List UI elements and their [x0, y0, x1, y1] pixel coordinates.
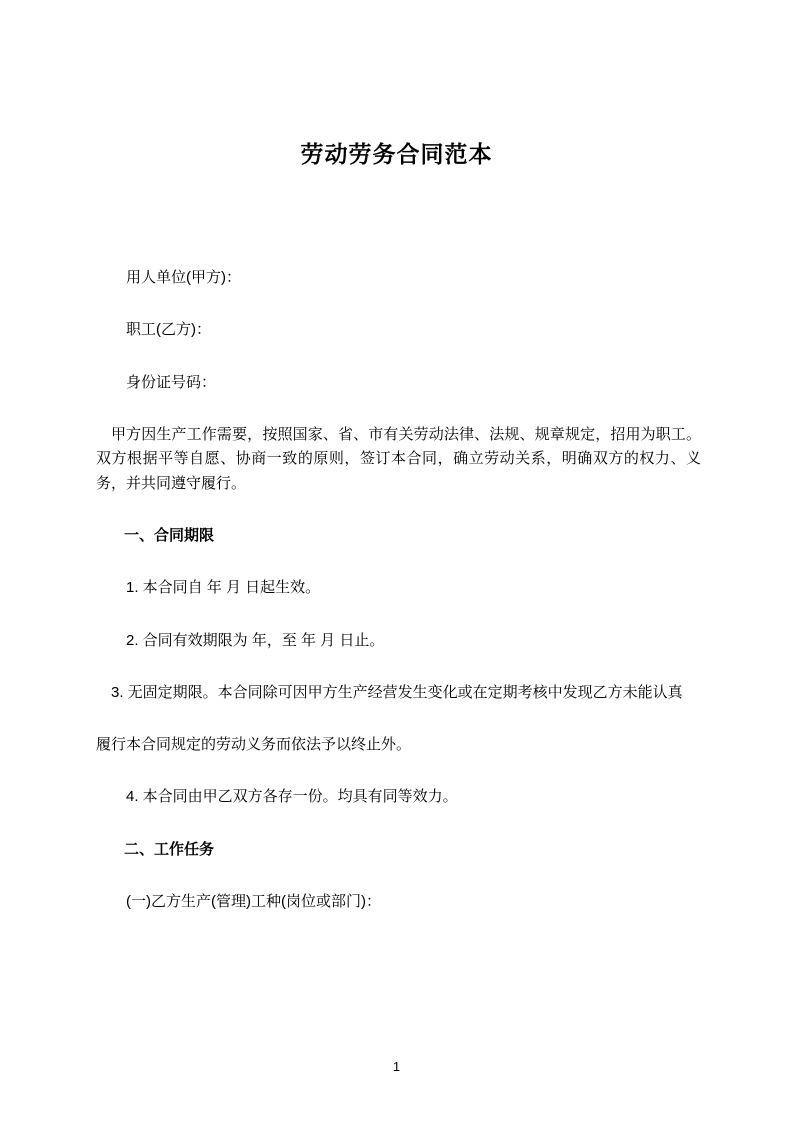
- clause-1-1: 1. 本合同自 年 月 日起生效。: [126, 579, 321, 597]
- paragraph-employer: 用人单位(甲方)：: [126, 269, 241, 287]
- document-body: [0, 266, 793, 914]
- clause-1-3: 3. 无固定期限。本合同除可因甲方生产经营发生变化或在定期考核中发现乙方未能认真: [111, 683, 683, 701]
- clause-1-4: 4. 本合同由甲乙双方各存一份。均具有同等效力。: [126, 788, 458, 806]
- paragraph-id-number: 身份证号码：: [126, 373, 217, 391]
- heading-section-two: 二、工作任务: [124, 840, 215, 858]
- page-number: 1: [392, 1059, 401, 1074]
- clause-2-1: (一)乙方生产(管理)工种(岗位或部门)：: [126, 893, 381, 911]
- heading-section-one: 一、合同期限: [124, 526, 215, 544]
- clause-1-3-continuation: 履行本合同规定的劳动义务而依法予以终止外。: [96, 736, 412, 754]
- paragraph-preamble: 甲方因生产工作需要，按照国家、省、市有关劳动法律、法规、规章规定，招用为职工。双方根据平等自愿、协商一致的原则，签订本合同，确立劳动关系，明确双方的权力、义务，并共同遵守履行。: [96, 426, 701, 492]
- clause-1-2: 2. 合同有效期限为 年，至 年 月 日止。: [126, 631, 385, 649]
- page-title: 劳动劳务合同范本: [300, 141, 493, 167]
- paragraph-employee: 职工(乙方)：: [126, 321, 211, 339]
